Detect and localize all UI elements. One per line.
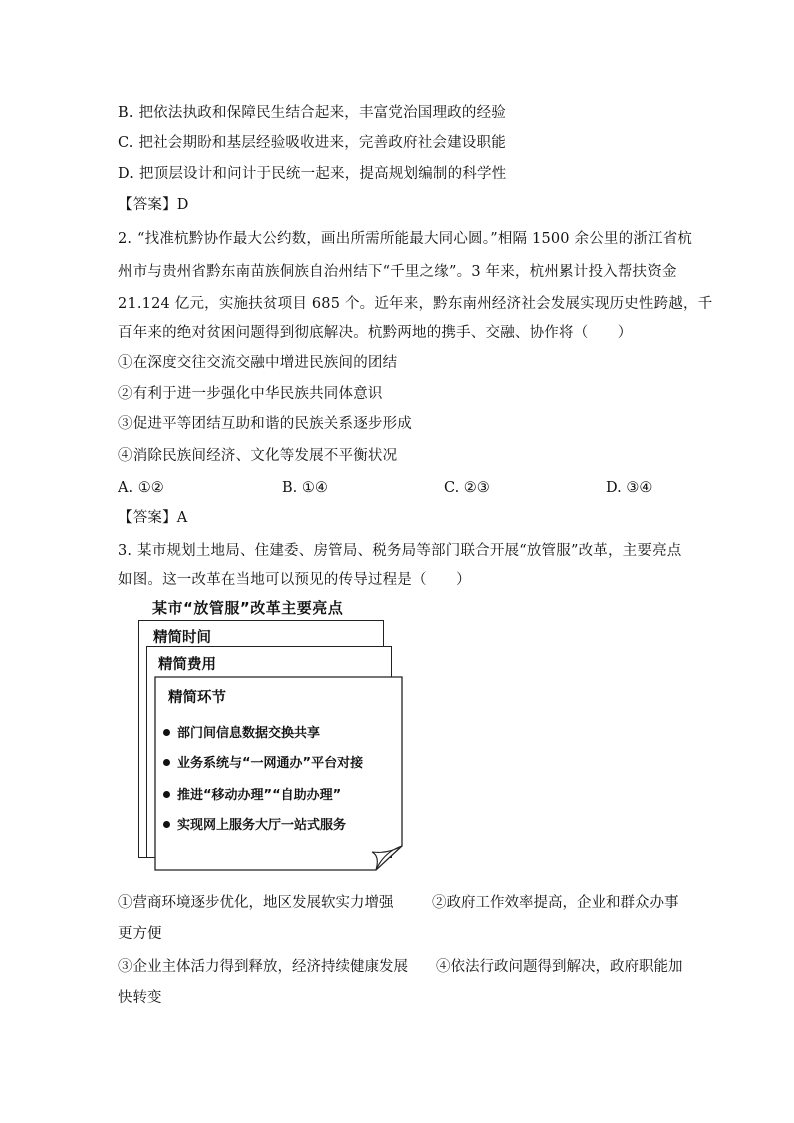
question2-statement: ②有利于进一步强化中华民族共同体意识	[118, 386, 383, 402]
answer-2: 【答案】A	[118, 510, 188, 526]
question2-line: 2. “找准杭黔协作最大公约数，画出所需所能最大同心圆。”相隔 1500 余公里的浙江省杭	[118, 231, 693, 247]
question3-statement: ④依法行政问题得到解决，政府职能加	[436, 959, 683, 975]
question2-statement: ④消除民族间经济、文化等发展不平衡状况	[118, 448, 398, 464]
question3-line: 如图。这一改革在当地可以预见的传导过程是（ ）	[118, 572, 471, 588]
question2-statement: ①在深度交往交流交融中增进民族间的团结	[118, 355, 398, 371]
question2-line: 21.124 亿元，实施扶贫项目 685 个。近年来，黔东南州经济社会发展实现历史性跨越，千	[118, 296, 713, 312]
question2-line: 州市与贵州省黔东南苗族侗族自治州结下“千里之缘”。3 年来，杭州累计投入帮扶资金	[118, 264, 677, 280]
bullet-dot-icon	[163, 759, 170, 766]
bullet-item: 实现网上服务大厅一站式服务	[163, 814, 346, 833]
choice-c: C. ②③	[444, 480, 490, 496]
option-b: B. 把依法执政和保障民生结合起来，丰富党治国理政的经验	[118, 105, 506, 121]
choice-a: A. ①②	[118, 480, 164, 496]
option-c: C. 把社会期盼和基层经验吸收进来，完善政府社会建设职能	[118, 135, 506, 151]
question3-statement: ③企业主体活力得到释放，经济持续健康发展	[118, 959, 408, 975]
bullet-item: 业务系统与“一网通办”平台对接	[163, 752, 363, 771]
question3-statement: 更方便	[118, 926, 162, 942]
bullet-dot-icon	[163, 791, 170, 798]
choice-b: B. ①④	[282, 480, 328, 496]
bullet-dot-icon	[163, 821, 170, 828]
choice-d: D. ③④	[606, 480, 653, 496]
question2-statement: ③促进平等团结互助和谐的民族关系逐步形成	[118, 416, 412, 432]
question2-line: 百年来的绝对贫困问题得到彻底解决。杭黔两地的携手、交融、协作将（ ）	[118, 325, 633, 341]
bullet-item: 推进“移动办理”“自助办理”	[163, 784, 341, 803]
question3-statement: 快转变	[118, 990, 162, 1006]
card-label: 精简费用	[158, 657, 216, 673]
bullet-item: 部门间信息数据交换共享	[163, 722, 320, 741]
question3-line: 3. 某市规划土地局、住建委、房管局、税务局等部门联合开展“放管服”改革，主要亮点	[118, 543, 682, 559]
card-label: 精简时间	[153, 630, 211, 646]
question3-statement: ①营商环境逐步优化，地区发展软实力增强	[118, 895, 394, 911]
option-d: D. 把顶层设计和问计于民统一起来，提高规划编制的科学性	[118, 166, 507, 182]
answer-1: 【答案】D	[118, 197, 189, 213]
card-label: 精简环节	[168, 690, 226, 706]
bullet-dot-icon	[163, 729, 170, 736]
figure-title: 某市“放管服”改革主要亮点	[152, 599, 344, 617]
question3-statement: ②政府工作效率提高，企业和群众办事	[432, 895, 679, 911]
